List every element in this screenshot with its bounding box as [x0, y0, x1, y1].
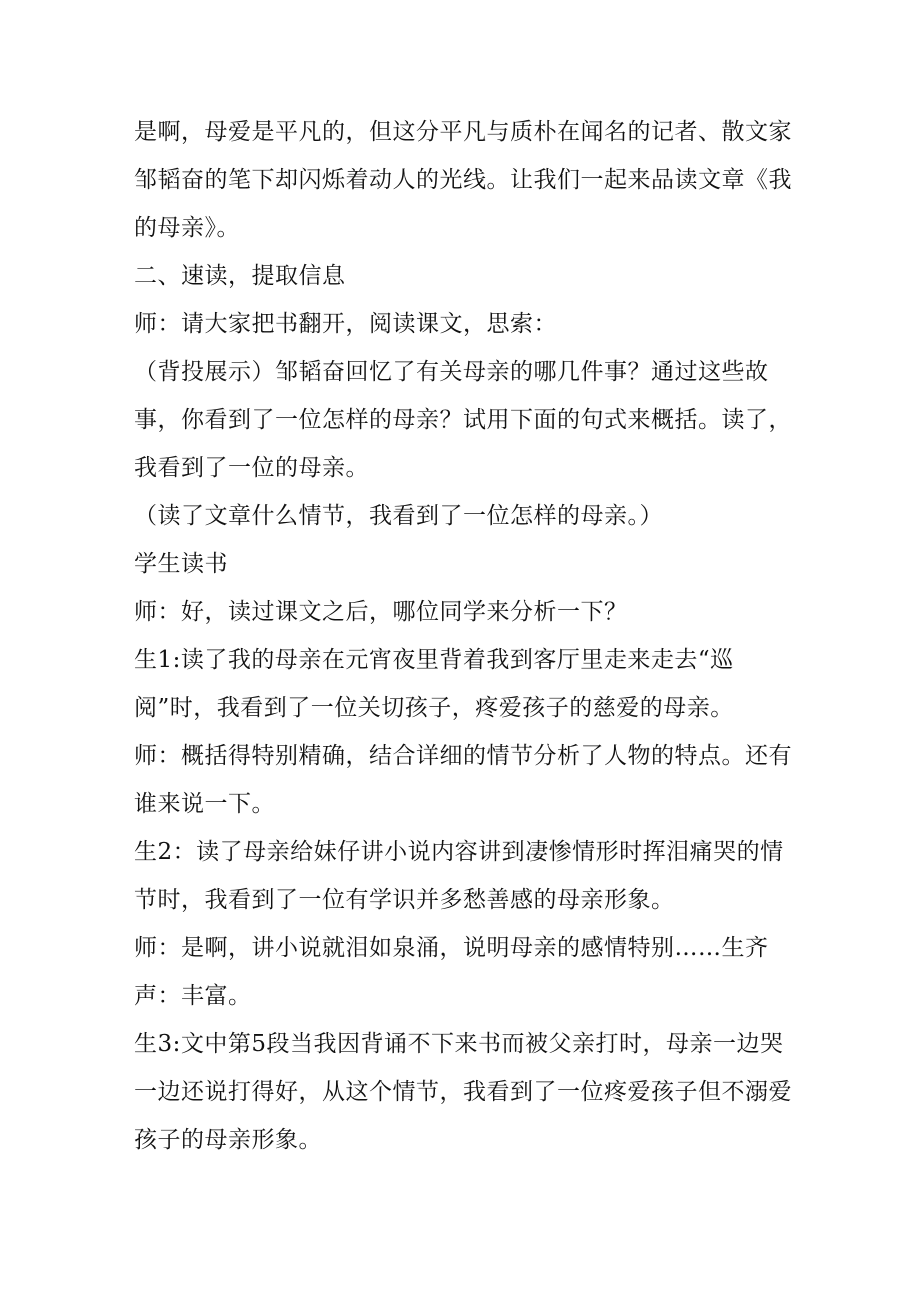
- section-heading-speed-reading: 二、速读，提取信息: [134, 263, 346, 289]
- paragraph-student-2: 生2：读了母亲给妹仔讲小说内容讲到凄惨情形时挥泪痛哭的情节时，我看到了一位有学识并多愁善感的母亲形象。: [134, 839, 784, 913]
- paragraph-projected-question: （背投展示）邹韬奋回忆了有关母亲的哪几件事？通过这些故事，你看到了一位怎样的母亲？试用下面的句式来概括。读了，我看到了一位的母亲。: [134, 359, 792, 481]
- paragraph-intro: 是啊，母爱是平凡的，但这分平凡与质朴在闻名的记者、散文家邹韬奋的笔下却闪烁着动人的光线。让我们一起来品读文章《我的母亲》。: [134, 119, 792, 241]
- paragraph-teacher-feedback-1: 师：概括得特别精确，结合详细的情节分析了人物的特点。还有谁来说一下。: [134, 743, 792, 817]
- paragraph-teacher-instruction: 师：请大家把书翻开，阅读课文，思索：: [134, 311, 557, 337]
- paragraph-students-read: 学生读书: [134, 551, 228, 577]
- paragraph-sentence-pattern: （读了文章什么情节，我看到了一位怎样的母亲。）: [134, 503, 663, 529]
- paragraph-student-3: 生3:文中第5段当我因背诵不下来书而被父亲打时，母亲一边哭一边还说打得好，从这个情节，我看到了一位疼爱孩子但不溺爱孩子的母亲形象。: [134, 1031, 792, 1153]
- paragraph-teacher-feedback-2: 师：是啊，讲小说就泪如泉涌，说明母亲的感情特别……生齐声：丰富。: [134, 935, 769, 1009]
- paragraph-teacher-prompt: 师：好，读过课文之后，哪位同学来分析一下？: [134, 599, 628, 625]
- document-body: [134, 108, 794, 1164]
- paragraph-student-1: 生1:读了我的母亲在元宵夜里背着我到客厅里走来走去“巡阅”时，我看到了一位关切孩子，疼爱孩子的慈爱的母亲。: [134, 647, 734, 721]
